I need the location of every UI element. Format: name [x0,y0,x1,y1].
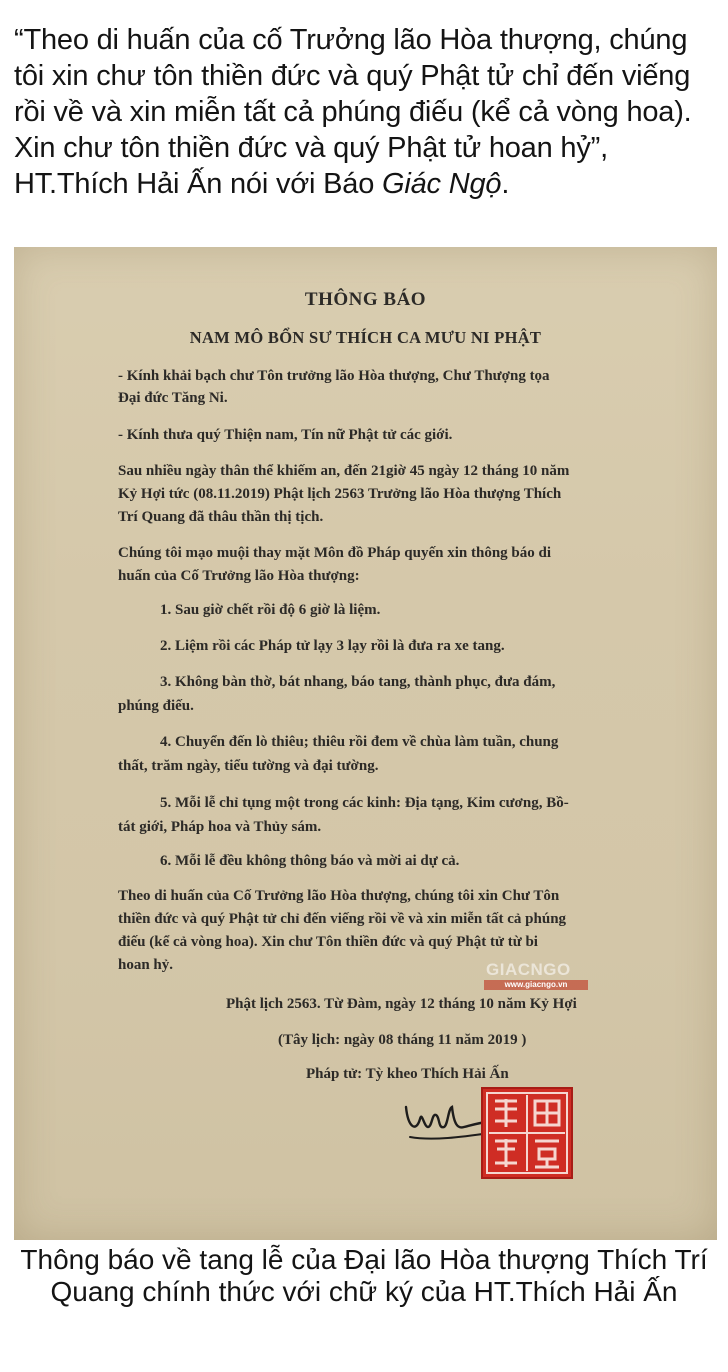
publication-name: Giác Ngộ [382,168,502,200]
document-line: thất, trăm ngày, tiểu tường và đại tường. [118,758,379,774]
document-line: hoan hỷ. [118,957,174,973]
document-title: THÔNG BÁO [304,289,427,310]
document-line: 6. Mỗi lễ đều không thông báo và mời ai dự cả. [160,853,460,869]
document-line: 5. Mỗi lễ chỉ tụng một trong các kinh: Địa tạng, Kim cương, Bồ- [160,795,569,811]
document-signatory: Pháp tử: Tỳ kheo Thích Hải Ấn [306,1066,509,1082]
document-line: Trí Quang đã thâu thần thị tịch. [118,509,324,525]
document-line: điếu (kể cả vòng hoa). Xin chư Tôn thiền đức và quý Phật tử từ bi [118,934,538,950]
quote-paragraph [14,22,718,202]
document-line: phúng điếu. [118,698,194,714]
watermark: GIACNGO [486,960,571,979]
photo-caption: Thông báo về tang lễ của Đại lão Hòa thượng Thích Trí Quang chính thức với chữ ký của HT.Thích Hải Ấn [20,1244,708,1307]
document-line: Kỷ Hợi tức (08.11.2019) Phật lịch 2563 Trưởng lão Hòa thượng Thích [118,486,562,502]
red-seal-stamp [481,1087,573,1179]
document-line: 3. Không bàn thờ, bát nhang, báo tang, thành phục, đưa đám, [160,674,556,690]
document-date-line: Phật lịch 2563. Từ Đàm, ngày 12 tháng 10 năm Kỷ Hợi [226,996,577,1012]
document-date-western: (Tây lịch: ngày 08 tháng 11 năm 2019 ) [278,1032,527,1048]
document-line: - Kính khải bạch chư Tôn trưởng lão Hòa thượng, Chư Thượng tọa [118,368,550,384]
document-line: Đại đức Tăng Ni. [118,390,228,406]
document-subtitle: NAM MÔ BỔN SƯ THÍCH CA MƯU NI PHẬT [189,328,542,347]
document-line: 1. Sau giờ chết rồi độ 6 giờ là liệm. [160,602,381,618]
document-line: Theo di huấn của Cố Trưởng lão Hòa thượng, chúng tôi xin Chư Tôn [118,888,560,904]
document-line: 4. Chuyển đến lò thiêu; thiêu rồi đem về chùa làm tuần, chung [160,734,559,750]
quote-end: . [501,168,510,200]
document-line: Sau nhiều ngày thân thể khiếm an, đến 21giờ 45 ngày 12 tháng 10 năm [118,463,570,479]
document-line: thiền đức và quý Phật tử chỉ đến viếng rồi về và xin miễn tất cả phúng [118,911,567,927]
document-line: tát giới, Pháp hoa và Thủy sám. [118,819,322,835]
document-line: - Kính thưa quý Thiện nam, Tín nữ Phật tử các giới. [118,427,453,443]
document-line: Chúng tôi mạo muội thay mặt Môn đồ Pháp quyến xin thông báo di [118,545,552,561]
quote-text: “Theo di huấn của cố Trưởng lão Hòa thượng, chúng tôi xin chư tôn thiền đức và quý Phật tử chỉ đến viếng rồi về và xin miễn tất cả phúng điếu (kể cả vòng hoa). Xin chư tôn thiền đức và quý Phật tử hoan hỷ”, HT.Thích Hải Ấn nói với Báo [14,24,692,200]
watermark-url: www.giacngo.vn [484,980,588,990]
document-line: 2. Liệm rồi các Pháp tử lạy 3 lạy rồi là đưa ra xe tang. [160,638,505,654]
notice-document [14,247,717,1240]
document-photo [14,247,717,1240]
document-line: huấn của Cố Trưởng lão Hòa thượng: [118,568,360,584]
